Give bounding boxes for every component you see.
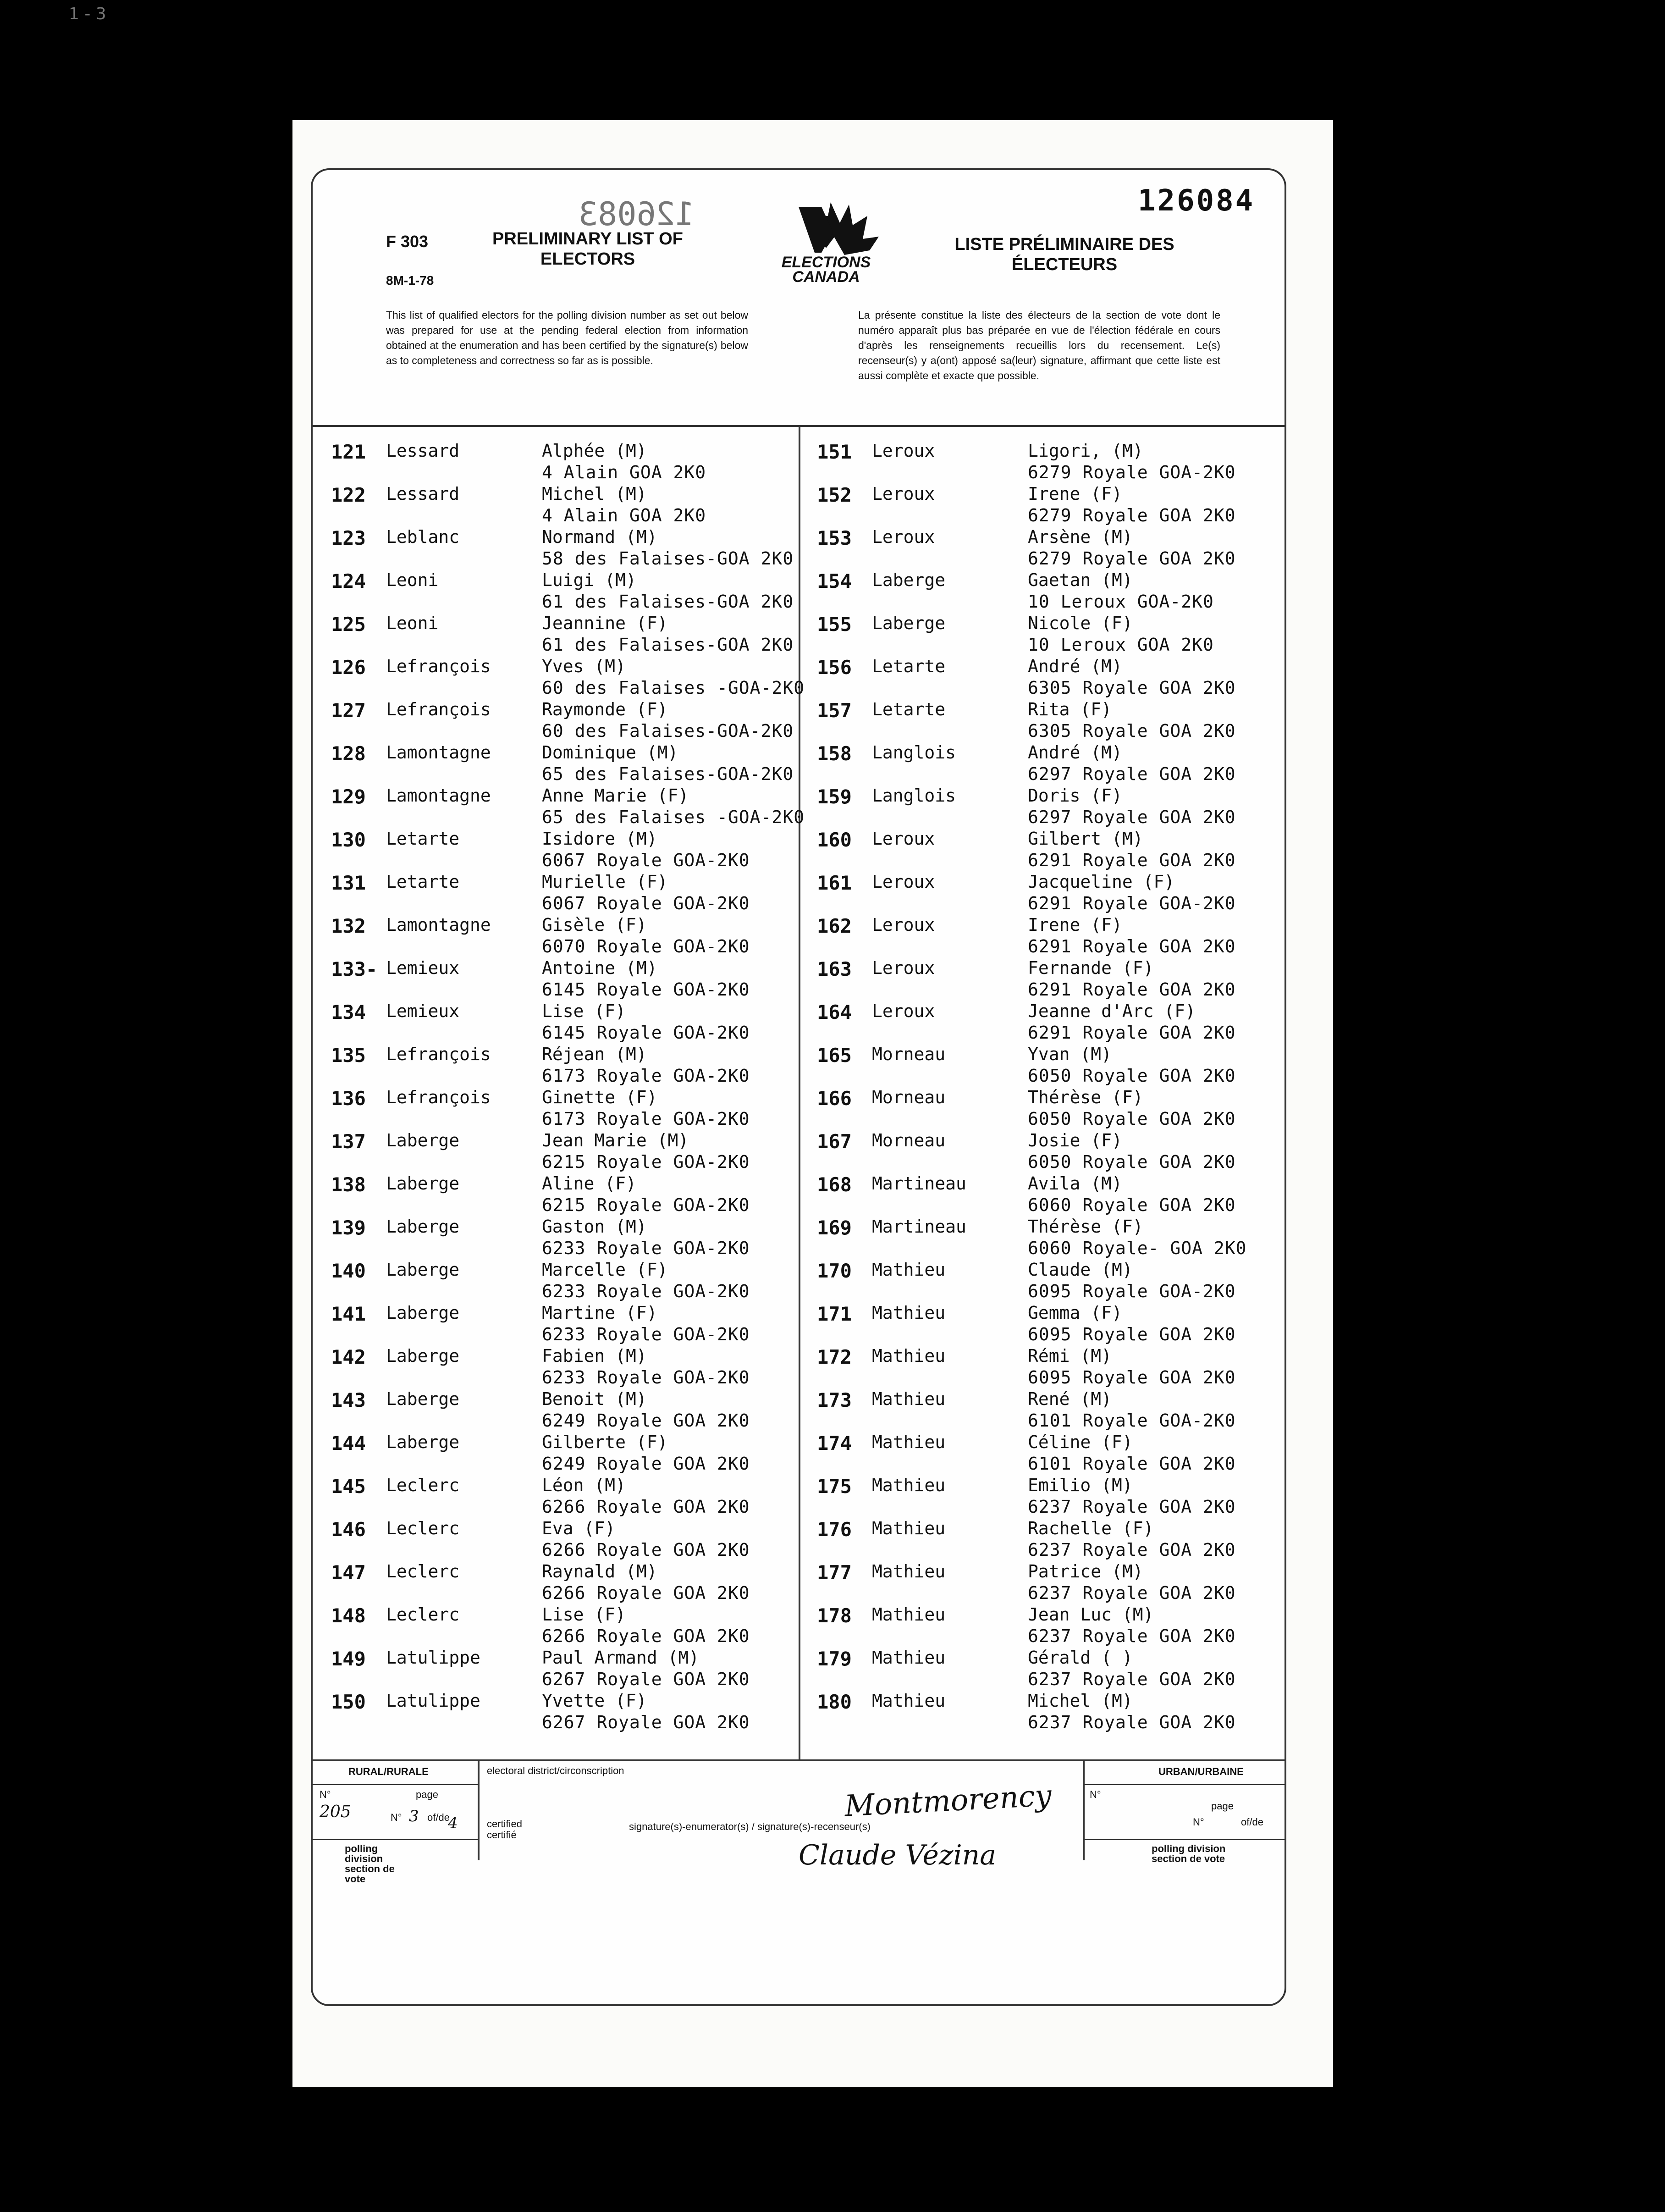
elector-given-name: Arsène (M)	[1028, 527, 1133, 547]
elector-address: 6233 Royale GOA-2K0	[542, 1324, 750, 1344]
elector-given-name: Thérèse (F)	[1028, 1217, 1143, 1237]
enumerator-signature: Claude Vézina	[799, 1839, 997, 1871]
elector-address: 6297 Royale GOA 2K0	[1028, 807, 1236, 827]
elector-surname: Laberge	[386, 1217, 460, 1237]
elector-number: 138	[331, 1173, 366, 1196]
elector-given-name: Gilberte (F)	[542, 1432, 668, 1452]
page-total: 4	[448, 1814, 458, 1832]
elector-address: 61 des Falaises-GOA 2K0	[542, 635, 794, 655]
elector-number: 180	[817, 1691, 852, 1713]
elector-surname: Mathieu	[872, 1691, 946, 1711]
elector-address: 6145 Royale GOA-2K0	[542, 1023, 750, 1043]
elector-given-name: Josie (F)	[1028, 1130, 1122, 1150]
elector-given-name: Alphée (M)	[542, 441, 647, 461]
elector-number: 134	[331, 1001, 366, 1023]
elector-number: 161	[817, 872, 852, 894]
elector-surname: Lamontagne	[386, 785, 491, 806]
elector-address: 6279 Royale GOA 2K0	[1028, 505, 1236, 525]
elector-surname: Lamontagne	[386, 915, 491, 935]
elector-number: 127	[331, 699, 366, 722]
elector-address: 6095 Royale GOA-2K0	[1028, 1281, 1236, 1301]
elector-surname: Morneau	[872, 1130, 946, 1150]
elector-given-name: Fabien (M)	[542, 1346, 647, 1366]
elector-number: 159	[817, 785, 852, 808]
elector-number: 129	[331, 785, 366, 808]
elector-number: 153	[817, 527, 852, 549]
elector-given-name: Thérèse (F)	[1028, 1087, 1143, 1107]
elector-given-name: Lise (F)	[542, 1604, 626, 1625]
elector-number: 121	[331, 441, 366, 463]
elector-given-name: Benoit (M)	[542, 1389, 647, 1409]
elector-address: 10 Leroux GOA 2K0	[1028, 635, 1214, 655]
elector-given-name: Yvette (F)	[542, 1691, 647, 1711]
elector-address: 6305 Royale GOA 2K0	[1028, 678, 1236, 698]
elector-surname: Latulippe	[386, 1691, 480, 1711]
elector-address: 6291 Royale GOA-2K0	[1028, 893, 1236, 913]
elector-number: 168	[817, 1173, 852, 1196]
division-no-label: N°	[320, 1789, 331, 1800]
elector-given-name: Gilbert (M)	[1028, 829, 1143, 849]
division-no: 205	[320, 1803, 351, 1821]
urban-polling-label: polling division section de vote	[1152, 1843, 1226, 1864]
elector-surname: Lefrançois	[386, 1044, 491, 1064]
district-name: Montmorency	[844, 1779, 1053, 1824]
elector-address: 6095 Royale GOA 2K0	[1028, 1324, 1236, 1344]
elector-given-name: Luigi (M)	[542, 570, 636, 590]
elector-address: 6266 Royale GOA 2K0	[542, 1583, 750, 1603]
elector-address: 6237 Royale GOA 2K0	[1028, 1540, 1236, 1560]
elector-given-name: Murielle (F)	[542, 872, 668, 892]
elector-number: 164	[817, 1001, 852, 1023]
elector-address: 6067 Royale GOA-2K0	[542, 850, 750, 870]
elector-number: 133-	[331, 958, 378, 980]
elector-surname: Leclerc	[386, 1475, 460, 1495]
elector-surname: Lemieux	[386, 958, 460, 978]
elector-given-name: Aline (F)	[542, 1173, 636, 1194]
title-english: PRELIMINARY LIST OF ELECTORS	[492, 229, 683, 269]
elector-surname: Morneau	[872, 1087, 946, 1107]
form-version: 8M-1-78	[386, 273, 434, 288]
elector-number: 179	[817, 1648, 852, 1670]
elector-address: 6101 Royale GOA-2K0	[1028, 1410, 1236, 1431]
elector-address: 6266 Royale GOA 2K0	[542, 1626, 750, 1646]
elector-address: 6237 Royale GOA 2K0	[1028, 1626, 1236, 1646]
elector-number: 125	[331, 613, 366, 636]
elector-address: 65 des Falaises -GOA-2K0	[542, 807, 805, 827]
logo-text: ELECTIONS CANADA	[781, 254, 871, 286]
page-label: page	[416, 1789, 438, 1800]
elector-surname: Martineau	[872, 1217, 966, 1237]
elector-address: 6249 Royale GOA 2K0	[542, 1454, 750, 1474]
elector-address: 6067 Royale GOA-2K0	[542, 893, 750, 913]
elector-given-name: Gisèle (F)	[542, 915, 647, 935]
elector-given-name: Léon (M)	[542, 1475, 626, 1495]
elector-address: 6050 Royale GOA 2K0	[1028, 1152, 1236, 1172]
elector-address: 6279 Royale GOA 2K0	[1028, 548, 1236, 569]
elector-surname: Letarte	[872, 699, 946, 719]
elector-address: 4 Alain GOA 2K0	[542, 505, 706, 525]
elector-given-name: Paul Armand (M)	[542, 1648, 700, 1668]
elector-given-name: Normand (M)	[542, 527, 657, 547]
elector-number: 173	[817, 1389, 852, 1411]
rural-label: RURAL/RURALE	[348, 1766, 429, 1777]
elector-surname: Leclerc	[386, 1561, 460, 1582]
elector-address: 6279 Royale GOA-2K0	[1028, 462, 1236, 482]
elector-given-name: Claude (M)	[1028, 1260, 1133, 1280]
signature-label: signature(s)-enumerator(s) / signature(s)-recenseur(s)	[629, 1821, 871, 1832]
elector-number: 175	[817, 1475, 852, 1498]
elector-address: 6305 Royale GOA 2K0	[1028, 721, 1236, 741]
page-number: 3	[409, 1807, 419, 1825]
elector-address: 6267 Royale GOA 2K0	[542, 1669, 750, 1689]
elector-surname: Lefrançois	[386, 1087, 491, 1107]
elector-given-name: Rita (F)	[1028, 699, 1112, 719]
elector-number: 143	[331, 1389, 366, 1411]
elector-address: 6267 Royale GOA 2K0	[542, 1712, 750, 1732]
elector-surname: Laberge	[386, 1260, 460, 1280]
elector-given-name: Nicole (F)	[1028, 613, 1133, 633]
elector-surname: Lefrançois	[386, 699, 491, 719]
elector-number: 148	[331, 1604, 366, 1627]
elector-surname: Leoni	[386, 613, 439, 633]
elector-surname: Leclerc	[386, 1518, 460, 1538]
elector-given-name: André (M)	[1028, 656, 1122, 676]
elector-surname: Leroux	[872, 1001, 935, 1021]
elector-number: 136	[331, 1087, 366, 1110]
elector-given-name: Jeanne d'Arc (F)	[1028, 1001, 1196, 1021]
elector-given-name: Marcelle (F)	[542, 1260, 668, 1280]
elector-given-name: Irene (F)	[1028, 915, 1122, 935]
elector-number: 155	[817, 613, 852, 636]
elector-number: 169	[817, 1217, 852, 1239]
elector-given-name: Gaetan (M)	[1028, 570, 1133, 590]
elector-surname: Lamontagne	[386, 742, 491, 763]
elector-number: 135	[331, 1044, 366, 1067]
elector-address: 6173 Royale GOA-2K0	[542, 1109, 750, 1129]
elector-given-name: Dominique (M)	[542, 742, 678, 763]
elector-surname: Leroux	[872, 915, 935, 935]
elector-number: 132	[331, 915, 366, 937]
elector-given-name: André (M)	[1028, 742, 1122, 763]
elector-address: 4 Alain GOA 2K0	[542, 462, 706, 482]
elector-number: 140	[331, 1260, 366, 1282]
elector-given-name: Ginette (F)	[542, 1087, 657, 1107]
form-code: F 303	[386, 232, 429, 251]
elector-surname: Leroux	[872, 527, 935, 547]
elector-address: 6233 Royale GOA-2K0	[542, 1281, 750, 1301]
elector-surname: Mathieu	[872, 1389, 946, 1409]
elector-given-name: René (M)	[1028, 1389, 1112, 1409]
elector-given-name: Raymonde (F)	[542, 699, 668, 719]
elector-surname: Letarte	[872, 656, 946, 676]
page-of-label: of/de	[427, 1812, 450, 1823]
elector-given-name: Jean Luc (M)	[1028, 1604, 1154, 1625]
elector-given-name: Michel (M)	[1028, 1691, 1133, 1711]
elector-number: 152	[817, 484, 852, 506]
elector-address: 6173 Royale GOA-2K0	[542, 1066, 750, 1086]
elector-address: 6070 Royale GOA-2K0	[542, 936, 750, 957]
urban-page-no-label: N°	[1193, 1816, 1204, 1828]
elector-address: 6249 Royale GOA 2K0	[542, 1410, 750, 1431]
elector-number: 174	[817, 1432, 852, 1454]
serial-number: 126084	[1138, 184, 1255, 218]
elector-number: 149	[331, 1648, 366, 1670]
elector-address: 60 des Falaises -GOA-2K0	[542, 678, 805, 698]
elector-surname: Laberge	[872, 613, 946, 633]
elector-surname: Lessard	[386, 484, 460, 504]
elector-surname: Letarte	[386, 872, 460, 892]
elector-number: 142	[331, 1346, 366, 1368]
elector-surname: Leoni	[386, 570, 439, 590]
elector-given-name: Doris (F)	[1028, 785, 1122, 806]
elector-number: 147	[331, 1561, 366, 1584]
elector-surname: Lemieux	[386, 1001, 460, 1021]
form-card	[311, 168, 1286, 2006]
footer-divider	[313, 1759, 1285, 1761]
elector-address: 6237 Royale GOA 2K0	[1028, 1583, 1236, 1603]
elector-number: 171	[817, 1303, 852, 1325]
elector-surname: Latulippe	[386, 1648, 480, 1668]
elector-surname: Laberge	[386, 1346, 460, 1366]
elector-number: 124	[331, 570, 366, 592]
elector-given-name: Michel (M)	[542, 484, 647, 504]
elector-given-name: Raynald (M)	[542, 1561, 657, 1582]
urban-label: URBAN/URBAINE	[1158, 1766, 1244, 1777]
elector-surname: Laberge	[386, 1432, 460, 1452]
elector-number: 128	[331, 742, 366, 765]
elector-given-name: Gemma (F)	[1028, 1303, 1122, 1323]
elector-address: 58 des Falaises-GOA 2K0	[542, 548, 794, 569]
elector-address: 6050 Royale GOA 2K0	[1028, 1066, 1236, 1086]
elector-given-name: Martine (F)	[542, 1303, 657, 1323]
elector-address: 6266 Royale GOA 2K0	[542, 1540, 750, 1560]
elector-number: 146	[331, 1518, 366, 1541]
elector-given-name: Jacqueline (F)	[1028, 872, 1175, 892]
elector-surname: Martineau	[872, 1173, 966, 1194]
elector-address: 6297 Royale GOA 2K0	[1028, 764, 1236, 784]
elector-address: 6237 Royale GOA 2K0	[1028, 1669, 1236, 1689]
elector-number: 176	[817, 1518, 852, 1541]
elector-surname: Mathieu	[872, 1604, 946, 1625]
elector-address: 6101 Royale GOA 2K0	[1028, 1454, 1236, 1474]
serial-mirrored: 126083	[579, 195, 695, 233]
elector-surname: Mathieu	[872, 1648, 946, 1668]
elector-given-name: Antoine (M)	[542, 958, 657, 978]
elector-address: 6060 Royale GOA 2K0	[1028, 1195, 1236, 1215]
elector-given-name: Gérald ( )	[1028, 1648, 1133, 1668]
elector-given-name: Jean Marie (M)	[542, 1130, 689, 1150]
elector-address: 6291 Royale GOA 2K0	[1028, 936, 1236, 957]
elector-address: 6291 Royale GOA 2K0	[1028, 1023, 1236, 1043]
elector-number: 131	[331, 872, 366, 894]
elector-number: 156	[817, 656, 852, 679]
elector-number: 157	[817, 699, 852, 722]
elector-number: 130	[331, 829, 366, 851]
elector-number: 150	[331, 1691, 366, 1713]
elector-given-name: Yvan (M)	[1028, 1044, 1112, 1064]
elector-address: 6145 Royale GOA-2K0	[542, 979, 750, 1000]
elector-given-name: Lise (F)	[542, 1001, 626, 1021]
elector-address: 10 Leroux GOA-2K0	[1028, 592, 1214, 612]
district-label: electoral district/circonscription	[487, 1765, 624, 1776]
elector-surname: Mathieu	[872, 1475, 946, 1495]
elector-number: 166	[817, 1087, 852, 1110]
elector-surname: Mathieu	[872, 1518, 946, 1538]
elector-surname: Mathieu	[872, 1561, 946, 1582]
elector-number: 172	[817, 1346, 852, 1368]
elector-address: 60 des Falaises-GOA-2K0	[542, 721, 794, 741]
elector-address: 6215 Royale GOA-2K0	[542, 1152, 750, 1172]
elector-number: 141	[331, 1303, 366, 1325]
elector-surname: Lefrançois	[386, 656, 491, 676]
elector-number: 126	[331, 656, 366, 679]
elector-given-name: Avila (M)	[1028, 1173, 1122, 1194]
elector-surname: Langlois	[872, 742, 956, 763]
elector-address: 6291 Royale GOA 2K0	[1028, 850, 1236, 870]
elector-surname: Leroux	[872, 829, 935, 849]
elector-address: 6233 Royale GOA-2K0	[542, 1367, 750, 1388]
elector-number: 151	[817, 441, 852, 463]
document-sheet	[292, 120, 1333, 2087]
elector-surname: Leroux	[872, 441, 935, 461]
elector-address: 6233 Royale GOA-2K0	[542, 1238, 750, 1258]
urban-page-label: page	[1211, 1800, 1234, 1812]
elector-number: 158	[817, 742, 852, 765]
elector-surname: Laberge	[386, 1303, 460, 1323]
elector-address: 6095 Royale GOA 2K0	[1028, 1367, 1236, 1388]
elector-address: 6215 Royale GOA-2K0	[542, 1195, 750, 1215]
elector-given-name: Rémi (M)	[1028, 1346, 1112, 1366]
elector-surname: Leclerc	[386, 1604, 460, 1625]
elector-number: 177	[817, 1561, 852, 1584]
elector-given-name: Jeannine (F)	[542, 613, 668, 633]
elector-given-name: Fernande (F)	[1028, 958, 1154, 978]
elector-number: 145	[331, 1475, 366, 1498]
elector-surname: Leroux	[872, 958, 935, 978]
urban-of-label: of/de	[1241, 1816, 1263, 1828]
elector-given-name: Emilio (M)	[1028, 1475, 1133, 1495]
elector-given-name: Réjean (M)	[542, 1044, 647, 1064]
elections-canada-logo	[771, 198, 890, 303]
title-french: LISTE PRÉLIMINAIRE DES ÉLECTEURS	[954, 235, 1174, 274]
elector-surname: Leroux	[872, 872, 935, 892]
elector-surname: Mathieu	[872, 1432, 946, 1452]
elector-number: 163	[817, 958, 852, 980]
elector-address: 6237 Royale GOA 2K0	[1028, 1712, 1236, 1732]
elector-address: 6237 Royale GOA 2K0	[1028, 1497, 1236, 1517]
page-no-label: N°	[391, 1812, 402, 1823]
elector-given-name: Anne Marie (F)	[542, 785, 689, 806]
elector-address: 61 des Falaises-GOA 2K0	[542, 592, 794, 612]
elector-surname: Lessard	[386, 441, 460, 461]
elector-number: 144	[331, 1432, 366, 1454]
elector-surname: Mathieu	[872, 1303, 946, 1323]
scan-mark: 1 - 3	[69, 5, 106, 23]
elector-address: 65 des Falaises-GOA-2K0	[542, 764, 794, 784]
elector-surname: Leblanc	[386, 527, 460, 547]
elector-surname: Laberge	[872, 570, 946, 590]
elector-number: 123	[331, 527, 366, 549]
elector-number: 165	[817, 1044, 852, 1067]
elector-number: 170	[817, 1260, 852, 1282]
elector-given-name: Rachelle (F)	[1028, 1518, 1154, 1538]
elector-surname: Morneau	[872, 1044, 946, 1064]
elector-surname: Mathieu	[872, 1346, 946, 1366]
elector-surname: Laberge	[386, 1389, 460, 1409]
elector-given-name: Irene (F)	[1028, 484, 1122, 504]
elector-number: 162	[817, 915, 852, 937]
certified-label: certified certifié	[487, 1818, 523, 1841]
elector-address: 6266 Royale GOA 2K0	[542, 1497, 750, 1517]
elector-given-name: Isidore (M)	[542, 829, 657, 849]
elector-number: 167	[817, 1130, 852, 1153]
elector-given-name: Yves (M)	[542, 656, 626, 676]
elector-number: 139	[331, 1217, 366, 1239]
elector-number: 160	[817, 829, 852, 851]
intro-english: This list of qualified electors for the polling division number as set out below was prepared for use at the pending federal election from information obtained at the enumeration and has been certified by the signature(s) below as to completeness and correctness so far as is possible.	[386, 309, 748, 366]
elector-surname: Laberge	[386, 1130, 460, 1150]
elector-address: 6060 Royale- GOA 2K0	[1028, 1238, 1247, 1258]
elector-surname: Leroux	[872, 484, 935, 504]
elector-surname: Laberge	[386, 1173, 460, 1194]
elector-number: 154	[817, 570, 852, 592]
elector-given-name: Eva (F)	[542, 1518, 616, 1538]
elector-surname: Langlois	[872, 785, 956, 806]
intro-french: La présente constitue la liste des électeurs de la section de vote dont le numéro apparaît plus bas préparée en vue de l'élection fédérale en cours d'après les renseignements recueillis lors du recensement. Le(s) recenseur(s) y a(ont) apposé sa(leur) signature, affirmant que cette liste est aussi complète et exacte que possible.	[858, 309, 1220, 382]
elector-address: 6291 Royale GOA 2K0	[1028, 979, 1236, 1000]
elector-surname: Mathieu	[872, 1260, 946, 1280]
column-divider	[799, 425, 800, 1759]
elector-address: 6050 Royale GOA 2K0	[1028, 1109, 1236, 1129]
elector-given-name: Gaston (M)	[542, 1217, 647, 1237]
elector-given-name: Céline (F)	[1028, 1432, 1133, 1452]
elector-number: 137	[331, 1130, 366, 1153]
elector-number: 122	[331, 484, 366, 506]
elector-surname: Letarte	[386, 829, 460, 849]
urban-no-label: N°	[1090, 1789, 1101, 1800]
elector-number: 178	[817, 1604, 852, 1627]
elector-given-name: Patrice (M)	[1028, 1561, 1143, 1582]
elector-given-name: Ligori, (M)	[1028, 441, 1143, 461]
polling-division-label: polling division section de vote	[345, 1843, 395, 1885]
